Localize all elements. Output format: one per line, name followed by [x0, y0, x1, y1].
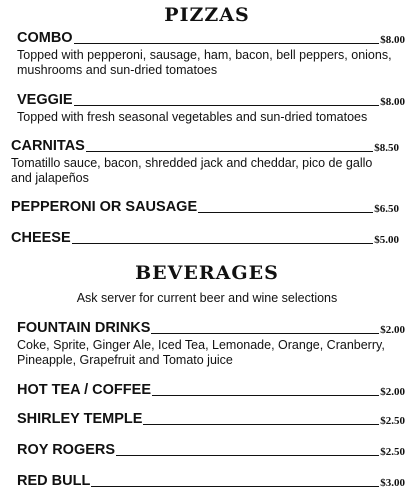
dotted-leader — [86, 151, 373, 152]
item-name: FOUNTAIN DRINKS — [17, 320, 151, 336]
item-price: $3.00 — [380, 477, 405, 489]
dotted-leader — [74, 105, 380, 106]
item-description: Topped with fresh seasonal vegetables and sun-dried tomatoes — [17, 110, 368, 124]
menu-item-pepperoni-or-sausage — [11, 199, 399, 215]
menu-item-carnitas — [11, 138, 399, 186]
item-price: $2.00 — [380, 324, 405, 336]
item-price: $2.50 — [380, 415, 405, 427]
item-price: $5.00 — [374, 234, 399, 246]
menu-item-veggie — [17, 92, 405, 125]
item-name: PEPPERONI OR SAUSAGE — [11, 199, 198, 215]
menu-item-shirley-temple — [17, 411, 405, 427]
menu-item-fountain-drinks — [17, 320, 405, 368]
item-description: Topped with pepperoni, sausage, ham, bacon, bell peppers, onions, mushrooms and sun-dried tomatoes — [17, 48, 392, 77]
item-name: RED BULL — [17, 473, 91, 489]
item-price: $8.00 — [380, 34, 405, 46]
item-price: $6.50 — [374, 203, 399, 215]
item-price: $8.50 — [374, 142, 399, 154]
item-name: CHEESE — [11, 230, 71, 246]
item-price: $2.00 — [380, 386, 405, 398]
menu-item-roy-rogers — [17, 442, 405, 458]
dotted-leader — [151, 333, 379, 334]
item-name: ROY ROGERS — [17, 442, 116, 458]
item-description: Tomatillo sauce, bacon, shredded jack and cheddar, pico de gallo and jalapeños — [11, 156, 373, 185]
dotted-leader — [116, 455, 379, 456]
dotted-leader — [91, 486, 379, 487]
dotted-leader — [152, 395, 379, 396]
beer-wine-note: Ask server for current beer and wine selections — [76, 291, 338, 305]
menu-item-hot-tea-coffee — [17, 382, 405, 398]
menu-item-red-bull — [17, 473, 405, 489]
item-name: COMBO — [17, 30, 73, 46]
dotted-leader — [72, 243, 374, 244]
dotted-leader — [74, 43, 380, 44]
dotted-leader — [198, 212, 373, 213]
item-name: VEGGIE — [17, 92, 73, 108]
menu-item-cheese — [11, 230, 399, 246]
item-price: $2.50 — [380, 446, 405, 458]
item-name: HOT TEA / COFFEE — [17, 382, 151, 398]
item-price: $8.00 — [380, 96, 405, 108]
menu-item-combo — [17, 30, 405, 78]
item-name: SHIRLEY TEMPLE — [17, 411, 143, 427]
item-description: Coke, Sprite, Ginger Ale, Iced Tea, Lemonade, Orange, Cranberry, Pineapple, Grapefruit and Tomato juice — [17, 338, 385, 367]
beverages-heading: BEVERAGES — [135, 262, 279, 284]
item-name: CARNITAS — [11, 138, 85, 154]
dotted-leader — [143, 424, 379, 425]
pizzas-heading: PIZZAS — [164, 4, 250, 26]
